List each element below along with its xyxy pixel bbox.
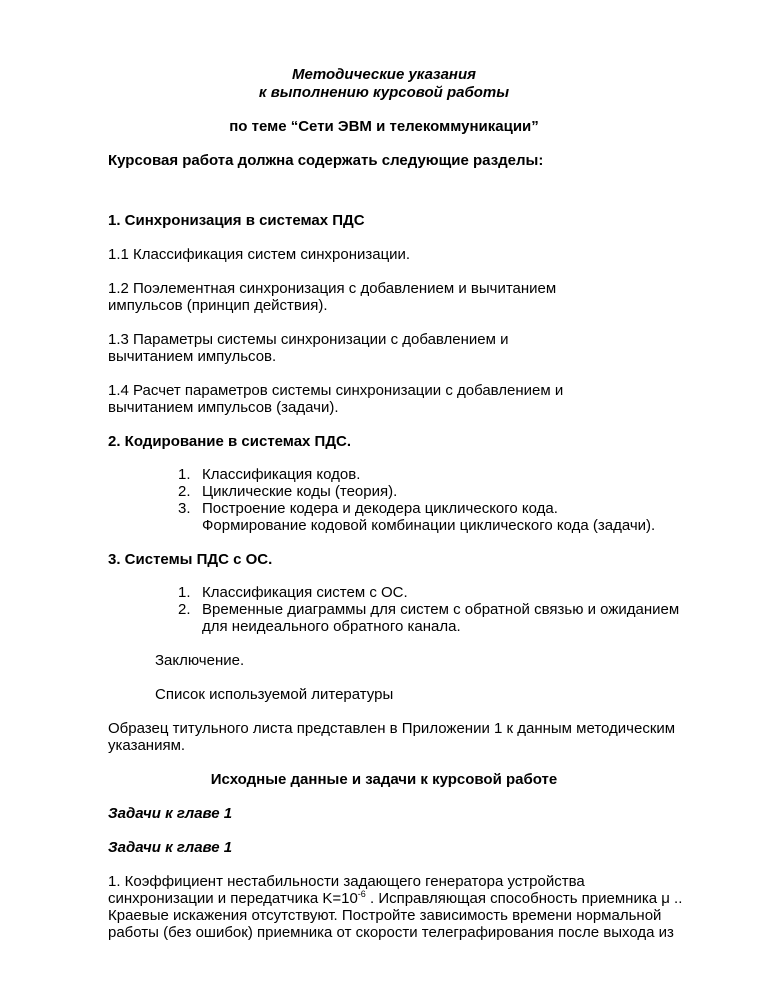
list-text: Циклические коды (теория). <box>202 483 398 500</box>
list-number: 2. <box>178 483 191 500</box>
section2-list-item <box>178 466 360 484</box>
problem1-line2-prefix: синхронизации и передатчика K=10 <box>108 890 358 907</box>
section1-item2-line2: импульсов (принцип действия). <box>108 297 328 314</box>
list-number: 1. <box>178 466 191 483</box>
doc-title-line1: Методические указания <box>292 66 476 83</box>
list-number: 1. <box>178 584 191 601</box>
conclusion: Заключение. <box>155 652 245 669</box>
list-text: Временные диаграммы для систем с обратной связью и ожиданием <box>202 601 680 618</box>
doc-topic: по теме “Сети ЭВМ и телекоммуникации” <box>229 118 539 135</box>
doc-title-line2: к выполнению курсовой работы <box>258 84 510 101</box>
problem1-line4: работы (без ошибок) приемника от скорости телеграфирования после выхода из <box>108 924 674 941</box>
sample-note-line1: Образец титульного листа представлен в Приложении 1 к данным методическим <box>108 720 676 737</box>
section1-item4-line2: вычитанием импульсов (задачи). <box>108 399 339 416</box>
section2-heading: 2. Кодирование в системах ПДС. <box>108 433 352 450</box>
section3-item2-continuation: для неидеального обратного канала. <box>202 618 461 635</box>
list-text: Классификация кодов. <box>202 466 361 483</box>
chapter1-heading: Задачи к главе 1 <box>108 805 233 822</box>
problem1-line1: 1. Коэффициент нестабильности задающего генератора устройства <box>108 873 585 890</box>
section1-item1: 1.1 Классификация систем синхронизации. <box>108 246 411 263</box>
section3-heading: 3. Системы ПДС с ОС. <box>108 551 273 568</box>
section1-item3-line2: вычитанием импульсов. <box>108 348 277 365</box>
section2-list-item <box>178 500 558 518</box>
chapter1-heading-repeat: Задачи к главе 1 <box>108 839 233 856</box>
section1-item2-line1: 1.2 Поэлементная синхронизация с добавлением и вычитанием <box>108 280 557 297</box>
list-number: 3. <box>178 500 191 517</box>
problem1-exponent: -6 <box>357 889 366 899</box>
references: Список используемой литературы <box>155 686 394 703</box>
list-text: Классификация систем с ОС. <box>202 584 408 601</box>
section3-list-item <box>178 601 679 619</box>
tasks-heading: Исходные данные и задачи к курсовой работе <box>210 771 558 788</box>
list-number: 2. <box>178 601 191 618</box>
section2-item3-continuation: Формирование кодовой комбинации циклического кода (задачи). <box>202 517 656 534</box>
section1-item3-line1: 1.3 Параметры системы синхронизации с добавлением и <box>108 331 509 348</box>
section3-list-item <box>178 584 408 602</box>
section1-item4-line1: 1.4 Расчет параметров системы синхронизации с добавлением и <box>108 382 564 399</box>
section2-list-item <box>178 483 397 501</box>
problem1-line2-suffix: . Исправляющая способность приемника μ .. <box>365 890 683 907</box>
problem1-line3: Краевые искажения отсутствуют. Постройте зависимость времени нормальной <box>108 907 662 924</box>
list-text: Построение кодера и декодера циклического кода. <box>202 500 558 517</box>
problem1-line2 <box>108 890 682 908</box>
doc-intro: Курсовая работа должна содержать следующие разделы: <box>108 152 544 169</box>
section1-heading: 1. Синхронизация в системах ПДС <box>108 212 365 229</box>
sample-note-line2: указаниям. <box>108 737 186 754</box>
